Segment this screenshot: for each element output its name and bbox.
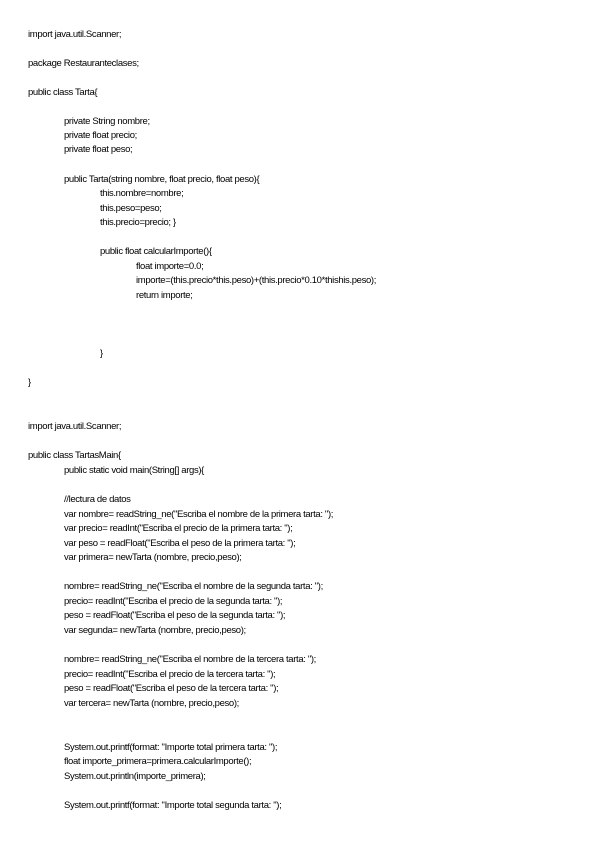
code-line: } — [100, 348, 103, 359]
code-line: precio= readInt("Escriba el precio de la tercera tarta: "); — [64, 669, 276, 680]
code-line: float importe=0.0; — [136, 261, 204, 272]
code-line: peso = readFloat("Escriba el peso de la tercera tarta: "); — [64, 683, 279, 694]
code-line: private float precio; — [64, 130, 137, 141]
code-line: this.peso=peso; — [100, 203, 162, 214]
code-line: nombre= readString_ne("Escriba el nombre de la tercera tarta: "); — [64, 654, 316, 665]
code-line: this.nombre=nombre; — [100, 188, 184, 199]
code-line: private float peso; — [64, 144, 133, 155]
code-line: var primera= newTarta (nombre, precio,peso); — [64, 552, 242, 563]
code-line: var tercera= newTarta (nombre, precio,peso); — [64, 698, 239, 709]
code-line: //lectura de datos — [64, 494, 131, 505]
code-line: var peso = readFloat("Escriba el peso de la primera tarta: "); — [64, 538, 296, 549]
code-line: } — [28, 377, 31, 388]
code-line: import java.util.Scanner; — [28, 29, 122, 40]
code-line: public class TartasMain{ — [28, 450, 121, 461]
code-line: public class Tarta{ — [28, 87, 98, 98]
code-line: var precio= readInt("Escriba el precio de la primera tarta: "); — [64, 523, 293, 534]
code-line: public Tarta(string nombre, float precio, float peso){ — [64, 174, 260, 185]
code-line: nombre= readString_ne("Escriba el nombre de la segunda tarta: "); — [64, 581, 323, 592]
code-line: peso = readFloat("Escriba el peso de la segunda tarta: "); — [64, 610, 286, 621]
code-line: float importe_primera=primera.calcularImporte(); — [64, 756, 252, 767]
code-line: private String nombre; — [64, 116, 150, 127]
code-line: importe=(this.precio*this.peso)+(this.precio*0.10*thishis.peso); — [136, 275, 377, 286]
code-line: return importe; — [136, 290, 193, 301]
code-line: var nombre= readString_ne("Escriba el nombre de la primera tarta: "); — [64, 509, 334, 520]
code-line: public float calcularImporte(){ — [100, 246, 212, 257]
code-line: import java.util.Scanner; — [28, 421, 122, 432]
code-line: System.out.println(importe_primera); — [64, 771, 206, 782]
code-line: public static void main(String[] args){ — [64, 465, 204, 476]
code-line: this.precio=precio; } — [100, 217, 176, 228]
code-line: package Restauranteclases; — [28, 58, 139, 69]
code-line: System.out.printf(format: "Importe total primera tarta: "); — [64, 742, 278, 753]
code-line: System.out.printf(format: "Importe total segunda tarta: "); — [64, 800, 282, 811]
code-line: var segunda= newTarta (nombre, precio,peso); — [64, 625, 246, 636]
code-line: precio= readInt("Escriba el precio de la segunda tarta: "); — [64, 596, 283, 607]
